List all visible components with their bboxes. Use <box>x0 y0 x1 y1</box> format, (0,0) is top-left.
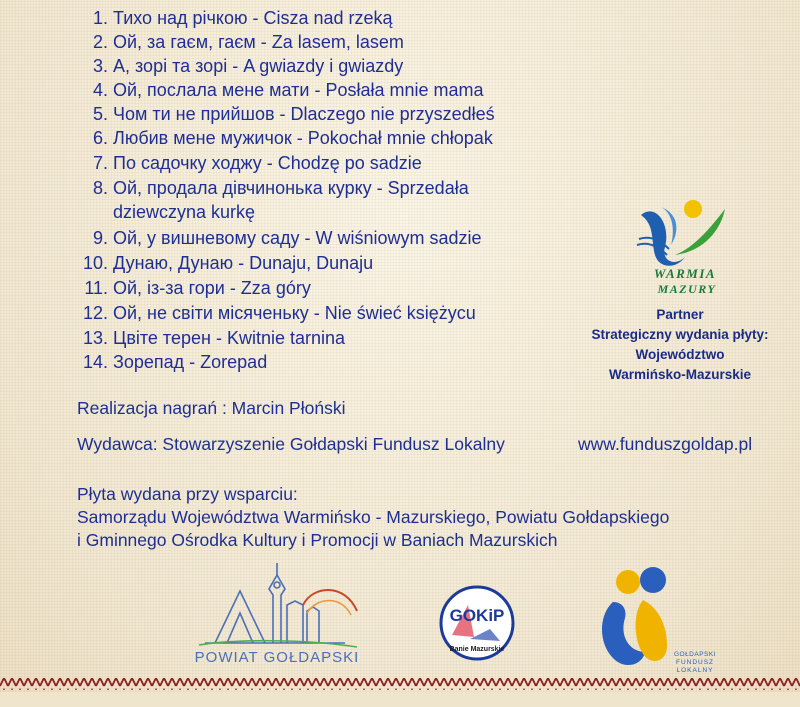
track-number: 3. <box>92 56 108 76</box>
track-title: Ой, продала дівчинонька курку - Sprzedała <box>113 178 469 198</box>
track-number: 10. <box>82 253 108 273</box>
track-number: 13. <box>82 328 108 348</box>
track-title: Ой, із-за гори - Zza góry <box>113 278 311 298</box>
track-number: 14. <box>82 352 108 372</box>
track-title: Ой, за гаєм, гаєм - Za lasem, lasem <box>113 32 404 52</box>
track-number: 8. <box>92 178 108 198</box>
track-title: Ой, не світи місяченьку - Nie świeć księżycu <box>113 303 476 323</box>
partner-line2: Strategiczny wydania płyty: <box>591 327 769 342</box>
track-number: 6. <box>92 128 108 148</box>
fundusz-logo-text-1: GOŁDAPSKI <box>673 651 717 658</box>
track-number: 5. <box>92 104 108 124</box>
track-number: 7. <box>92 153 108 173</box>
fundusz-logo-text-3: LOKALNY <box>676 667 714 674</box>
track-title-line2: dziewczyna kurkę <box>113 202 256 222</box>
support-line-2: i Gminnego Ośrodka Kultury i Promocji w Baniach Mazurskich <box>77 530 558 550</box>
track-title: Любив мене мужичок - Pokochał mnie chłopak <box>113 128 493 148</box>
powiat-logo-text: POWIAT GOŁDAPSKI <box>194 649 360 666</box>
gokip-logo-subtext: Banie Mazurskie <box>449 646 505 653</box>
track-title: Зорепад - Zorepad <box>113 352 268 372</box>
track-title: Ой, послала мене мати - Posłała mnie mama <box>113 80 484 100</box>
partner-line3: Województwo <box>635 347 725 362</box>
track-number: 4. <box>92 80 108 100</box>
partner-line4: Warmińsko-Mazurskie <box>608 367 752 382</box>
recording-credit: Realizacja nagrań : Marcin Płoński <box>77 398 346 418</box>
gokip-logo-text: GOKiP <box>449 606 505 625</box>
track-number: 9. <box>92 228 108 248</box>
track-title: Чом ти не прийшов - Dlaczego nie przyszedłeś <box>113 104 495 124</box>
partner-info <box>560 305 800 385</box>
warmia-mazury-logo <box>625 185 745 305</box>
track-title: А, зорі та зорі - A gwiazdy i gwiazdy <box>113 56 404 76</box>
warmia-logo-text-2: MAZURY <box>657 282 717 296</box>
publisher-credit: Wydawca: Stowarzyszenie Gołdapski Fundusz Lokalny <box>77 434 505 454</box>
track-title: По садочку ходжу - Chodzę po sadzie <box>113 153 422 173</box>
track-number: 1. <box>92 8 108 28</box>
track-title: Дунаю, Дунаю - Dunaju, Dunaju <box>113 253 374 273</box>
gokip-logo <box>430 585 524 665</box>
track-title: Цвіте терен - Kwitnie tarnina <box>113 328 346 348</box>
fundusz-logo-text-2: FUNDUSZ <box>675 659 715 666</box>
embroidered-border <box>0 676 800 707</box>
fundusz-lokalny-logo <box>585 560 730 676</box>
track-number: 12. <box>82 303 108 323</box>
partner-label: Partner <box>656 307 704 322</box>
powiat-goldapski-logo <box>185 555 370 667</box>
track-number: 2. <box>92 32 108 52</box>
warmia-logo-text-1: WARMIA <box>653 266 717 281</box>
track-title: Ой, у вишневому саду - W wiśniowym sadzie <box>113 228 482 248</box>
support-line-1: Samorządu Województwa Warmińsko - Mazurskiego, Powiatu Gołdapskiego <box>77 507 670 527</box>
track-number: 11. <box>84 278 108 298</box>
track-title: Тихо над річкою - Cisza nad rzeką <box>113 8 393 28</box>
support-heading: Płyta wydana przy wsparciu: <box>77 484 298 504</box>
publisher-website: www.funduszgoldap.pl <box>578 434 753 454</box>
